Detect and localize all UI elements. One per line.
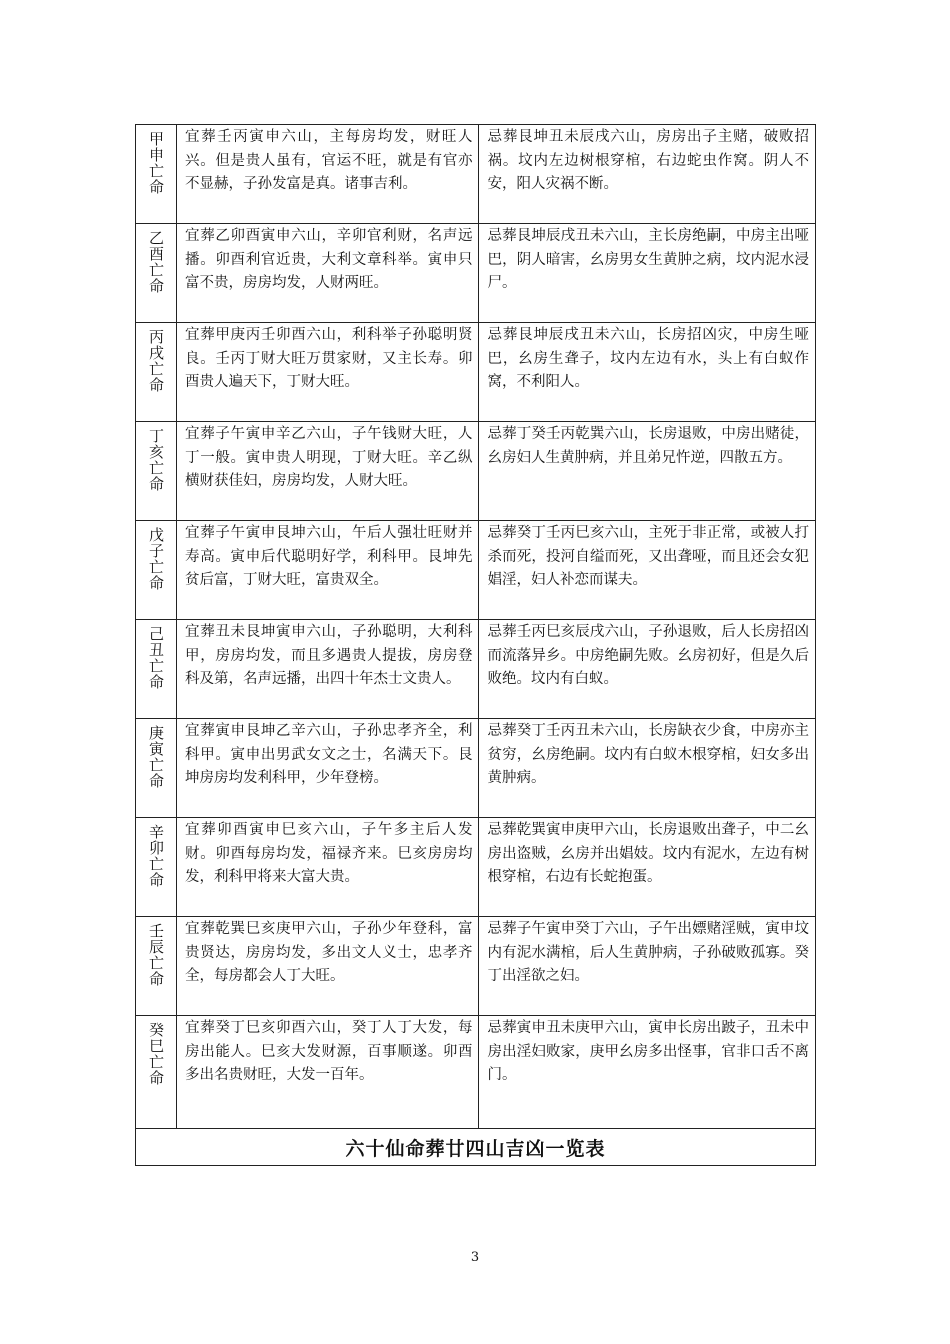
life-name: 丁亥亡命 bbox=[147, 428, 166, 492]
favorable-text: 宜葬乙卯酉寅申六山，辛卯官利财，名声远播。卯酉利官近贵，大利文章科举。寅申只富不贵，房房均发，人财两旺。 bbox=[185, 228, 473, 291]
ji-cell bbox=[479, 224, 816, 323]
unfavorable-text: 忌葬寅申丑未庚甲六山，寅申长房出跛子，丑未中房出淫妇败家，庚甲幺房多出怪事，官非口舌不离门。 bbox=[487, 1020, 809, 1083]
footer-cell bbox=[136, 1129, 816, 1166]
yi-cell bbox=[177, 521, 479, 620]
ji-cell bbox=[479, 125, 816, 224]
life-name: 己丑亡命 bbox=[147, 626, 166, 690]
ji-cell bbox=[479, 422, 816, 521]
ji-cell bbox=[479, 917, 816, 1016]
yi-cell bbox=[177, 1016, 479, 1129]
yi-cell bbox=[177, 224, 479, 323]
unfavorable-text: 忌葬丁癸壬丙乾巽六山，长房退败，中房出赌徒，幺房妇人生黄肿病，并且弟兄忤逆，四散五方。 bbox=[487, 426, 809, 466]
unfavorable-text: 忌葬癸丁壬丙丑未六山，长房缺衣少食，中房亦主贫穷，幺房绝嗣。坟内有白蚁木根穿棺，妇女多出黄肿病。 bbox=[487, 723, 809, 786]
table-title: 六十仙命葬廿四山吉凶一览表 bbox=[345, 1137, 606, 1160]
life-name: 甲申亡命 bbox=[147, 131, 166, 195]
favorable-text: 宜葬寅申艮坤乙辛六山，子孙忠孝齐全，利科甲。寅申出男武女文之士，名满天下。艮坤房房均发利科甲，少年登榜。 bbox=[185, 723, 473, 786]
life-name: 癸巳亡命 bbox=[147, 1022, 166, 1086]
table-row bbox=[136, 521, 816, 620]
table-row bbox=[136, 125, 816, 224]
ji-cell bbox=[479, 521, 816, 620]
ji-cell bbox=[479, 818, 816, 917]
yi-cell bbox=[177, 323, 479, 422]
name-cell bbox=[136, 719, 177, 818]
favorable-text: 宜葬壬丙寅申六山，主每房均发，财旺人兴。但是贵人虽有，官运不旺，就是有官亦不显赫，子孙发富是真。诸事吉利。 bbox=[185, 129, 473, 192]
unfavorable-text: 忌葬乾巽寅申庚甲六山，长房退败出聋子，中二幺房出盗贼，幺房并出娼妓。坟内有泥水，左边有树根穿棺，右边有长蛇抱蛋。 bbox=[487, 822, 809, 885]
yi-cell bbox=[177, 422, 479, 521]
life-name: 庚寅亡命 bbox=[147, 725, 166, 789]
favorable-text: 宜葬子午寅申艮坤六山，午后人强壮旺财并寿高。寅申后代聪明好学，利科甲。艮坤先贫后富，丁财大旺，富贵双全。 bbox=[185, 525, 473, 588]
name-cell bbox=[136, 125, 177, 224]
yi-cell bbox=[177, 719, 479, 818]
favorable-text: 宜葬甲庚丙壬卯酉六山，利科举子孙聪明贤良。壬丙丁财大旺万贯家财，又主长寿。卯酉贵人遍天下，丁财大旺。 bbox=[185, 327, 473, 390]
name-cell bbox=[136, 323, 177, 422]
name-cell bbox=[136, 521, 177, 620]
name-cell bbox=[136, 224, 177, 323]
name-cell bbox=[136, 422, 177, 521]
favorable-text: 宜葬乾巽巳亥庚甲六山，子孙少年登科，富贵贤达，房房均发，多出文人义士，忠孝齐全，每房都会人丁大旺。 bbox=[185, 921, 473, 984]
table-row bbox=[136, 422, 816, 521]
yi-cell bbox=[177, 620, 479, 719]
unfavorable-text: 忌葬子午寅申癸丁六山，子午出嫖赌淫贼，寅申坟内有泥水满棺，后人生黄肿病，子孙破败孤寡。癸丁出淫欲之妇。 bbox=[487, 921, 809, 984]
name-cell bbox=[136, 1016, 177, 1129]
favorable-text: 宜葬癸丁巳亥卯酉六山，癸丁人丁大发，每房出能人。巳亥大发财源，百事顺遂。卯酉多出名贵财旺，大发一百年。 bbox=[185, 1020, 473, 1083]
favorable-text: 宜葬子午寅申辛乙六山，子午钱财大旺，人丁一般。寅申贵人明现，丁财大旺。辛乙纵横财获佳妇，房房均发，人财大旺。 bbox=[185, 426, 473, 489]
burial-table bbox=[135, 124, 816, 1166]
footer-row bbox=[136, 1129, 816, 1166]
table-row bbox=[136, 323, 816, 422]
favorable-text: 宜葬丑未艮坤寅申六山，子孙聪明，大利科甲，房房均发，而且多遇贵人提拔，房房登科及第，名声远播，出四十年杰士文贵人。 bbox=[185, 624, 473, 687]
unfavorable-text: 忌葬癸丁壬丙巳亥六山，主死于非正常，或被人打杀而死，投河自缢而死，又出聋哑，而且还会女犯娼淫，妇人补恋而谋夫。 bbox=[487, 525, 809, 588]
ji-cell bbox=[479, 620, 816, 719]
table-row bbox=[136, 818, 816, 917]
name-cell bbox=[136, 917, 177, 1016]
yi-cell bbox=[177, 125, 479, 224]
ji-cell bbox=[479, 1016, 816, 1129]
table-row bbox=[136, 620, 816, 719]
unfavorable-text: 忌葬艮坤辰戌丑未六山，长房招凶灾，中房生哑巴，幺房生聋子，坟内左边有水，头上有白蚁作窝，不利阳人。 bbox=[487, 327, 809, 390]
table-row bbox=[136, 719, 816, 818]
table-row bbox=[136, 224, 816, 323]
ji-cell bbox=[479, 323, 816, 422]
yi-cell bbox=[177, 917, 479, 1016]
unfavorable-text: 忌葬壬丙巳亥辰戌六山，子孙退败，后人长房招凶而流落异乡。中房绝嗣先败。幺房初好，但是久后败绝。坟内有白蚁。 bbox=[487, 624, 809, 687]
name-cell bbox=[136, 818, 177, 917]
table-row bbox=[136, 1016, 816, 1129]
life-name: 乙酉亡命 bbox=[147, 230, 166, 294]
yi-cell bbox=[177, 818, 479, 917]
life-name: 戊子亡命 bbox=[147, 527, 166, 591]
unfavorable-text: 忌葬艮坤丑未辰戌六山，房房出子主赌，破败招祸。坟内左边树根穿棺，右边蛇虫作窝。阴人不安，阳人灾祸不断。 bbox=[487, 129, 809, 192]
name-cell bbox=[136, 620, 177, 719]
life-name: 壬辰亡命 bbox=[147, 923, 166, 987]
life-name: 丙戌亡命 bbox=[147, 329, 166, 393]
ji-cell bbox=[479, 719, 816, 818]
table-row bbox=[136, 917, 816, 1016]
page-number: 3 bbox=[470, 1250, 480, 1265]
unfavorable-text: 忌葬艮坤辰戌丑未六山，主长房绝嗣，中房主出哑巴，阴人暗害，幺房男女生黄肿之病，坟内泥水浸尸。 bbox=[487, 228, 809, 291]
favorable-text: 宜葬卯酉寅申巳亥六山，子午多主后人发财。卯酉每房均发，福禄齐来。巳亥房房均发，利科甲将来大富大贵。 bbox=[185, 822, 473, 885]
life-name: 辛卯亡命 bbox=[147, 824, 166, 888]
